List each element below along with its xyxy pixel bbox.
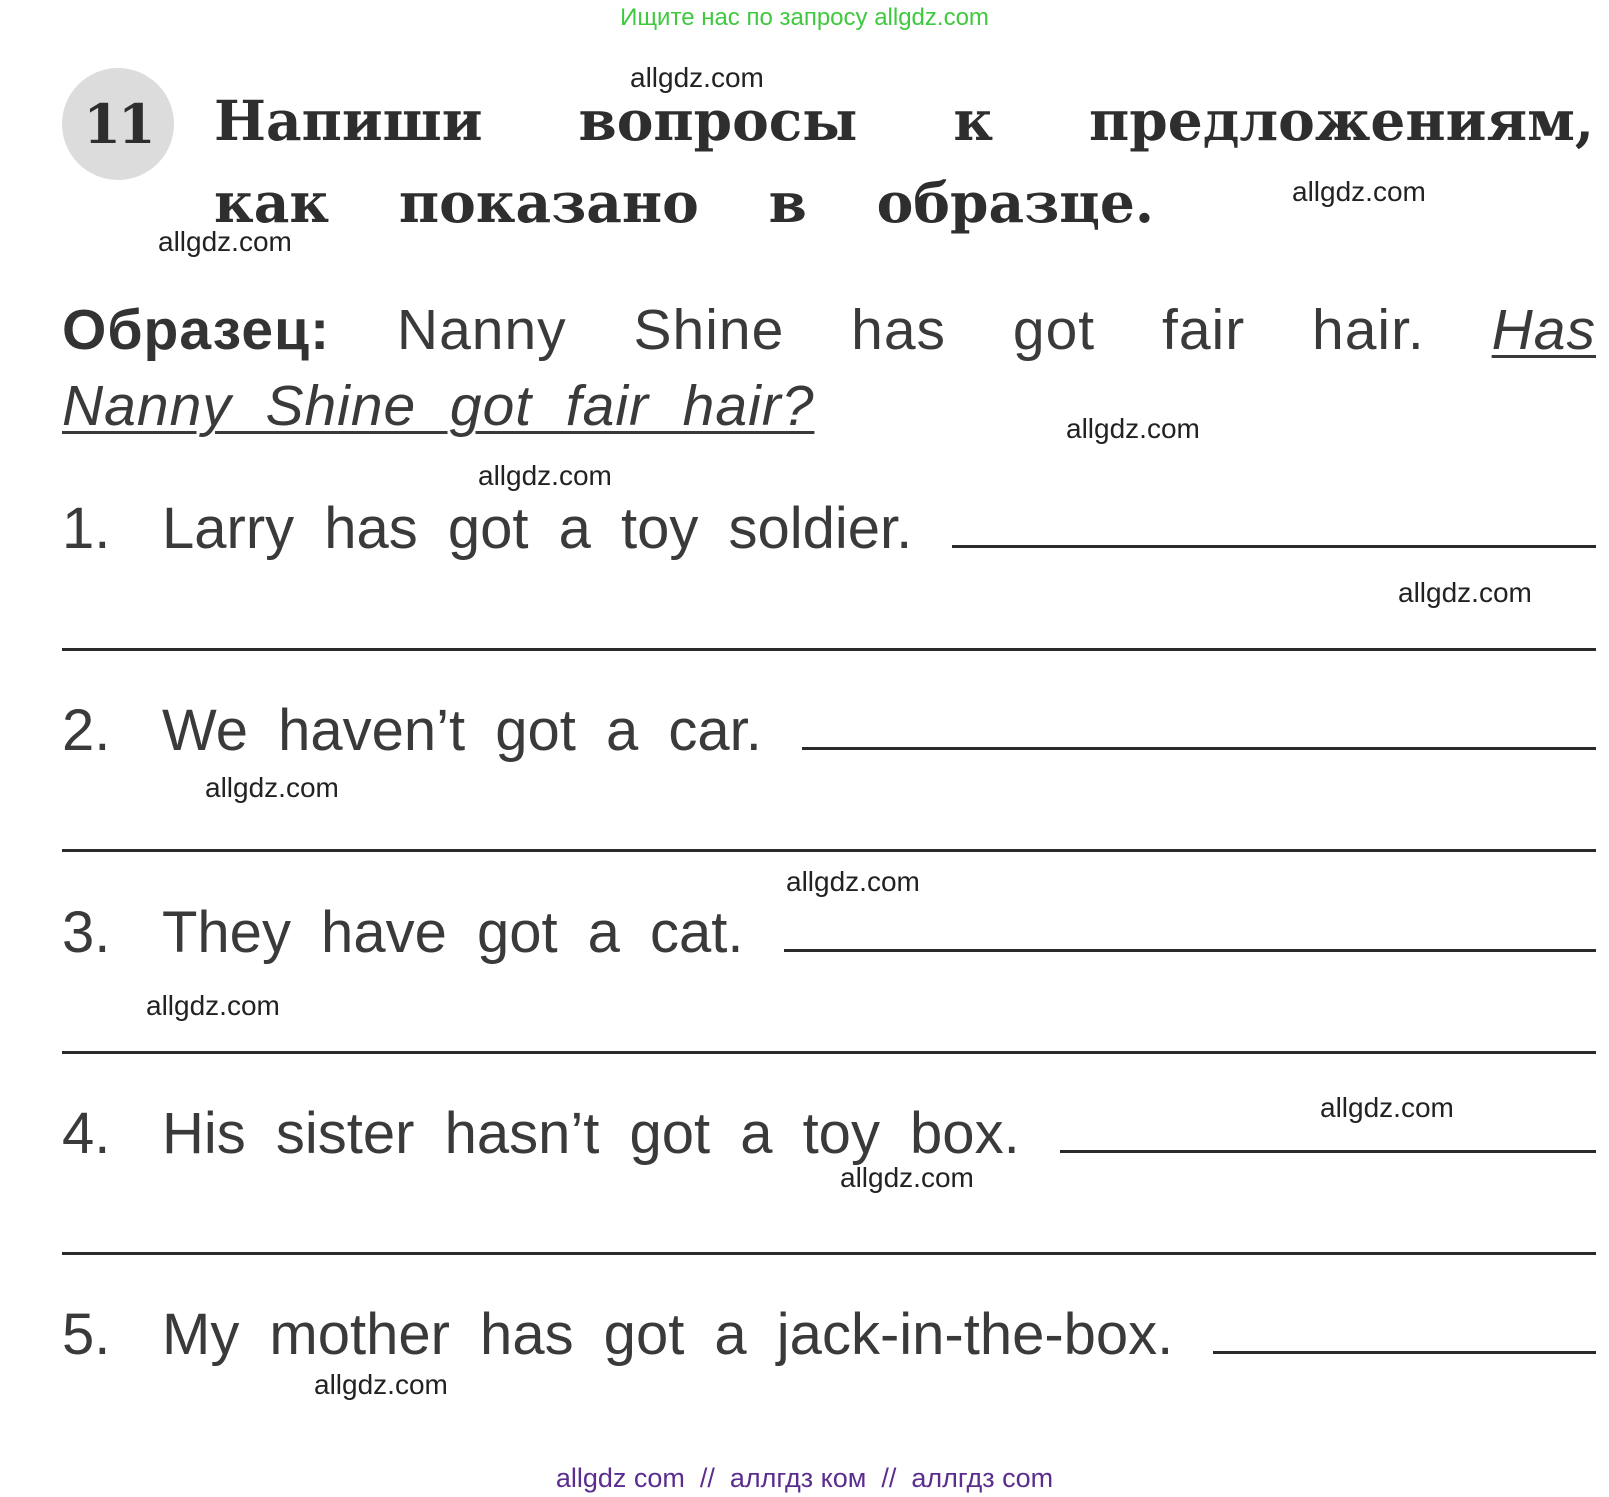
item-sentence: They have got a cat. [162, 900, 744, 965]
answer-line[interactable] [802, 747, 1596, 750]
task-word: вопросы [578, 88, 858, 153]
watermark: allgdz.com [840, 1162, 974, 1193]
watermark: allgdz.com [630, 62, 764, 93]
sample-word: has [851, 298, 947, 362]
sample-answer-start: Has [1491, 298, 1596, 362]
answer-line[interactable] [1060, 1150, 1596, 1153]
exercise-item-5 [62, 1298, 1596, 1368]
sample-word: Nanny [396, 298, 567, 362]
watermark: allgdz.com [1320, 1092, 1454, 1123]
sample-word: fair [1162, 298, 1246, 362]
bottom-banner: allgdz com // аллгдз ком // аллгдз com [555, 1463, 1054, 1493]
exercise-item-3 [62, 896, 1596, 966]
watermark: allgdz.com [158, 226, 292, 257]
item-sentence: Larry has got a toy soldier. [162, 496, 913, 561]
answer-line[interactable] [784, 949, 1596, 952]
exercise-item-2 [62, 694, 1596, 764]
watermark: allgdz.com [1066, 413, 1200, 444]
task-word: образце. [876, 170, 1154, 235]
item-sentence: My mother has got a jack-in-the-box. [162, 1302, 1174, 1367]
sample-word: Shine [633, 298, 785, 362]
answer-line[interactable] [62, 648, 1596, 651]
task-word: в [768, 170, 807, 235]
item-number: 2. [62, 698, 111, 763]
answer-line[interactable] [62, 1051, 1596, 1054]
answer-line[interactable] [952, 545, 1596, 548]
sample-label: Образец: [62, 298, 331, 362]
task-word: предложениям, [1089, 88, 1594, 153]
watermark: allgdz.com [314, 1369, 448, 1400]
answer-line[interactable] [62, 1252, 1596, 1255]
answer-line[interactable] [1213, 1351, 1596, 1354]
task-word: к [953, 88, 994, 153]
top-banner: Ищите нас по запросу allgdz.com [620, 4, 989, 31]
item-number: 3. [62, 900, 111, 965]
sample-word: got [1012, 298, 1096, 362]
exercise-item-1 [62, 492, 1596, 562]
task-instruction-line-2 [214, 170, 1154, 235]
task-word: как [214, 170, 330, 235]
watermark: allgdz.com [1292, 176, 1426, 207]
task-word: Напиши [214, 88, 483, 153]
item-number: 1. [62, 496, 111, 561]
sample-answer-rest: Nanny Shine got fair hair? [62, 374, 815, 438]
item-sentence: We haven’t got a car. [162, 698, 762, 763]
item-number: 4. [62, 1101, 111, 1166]
answer-line[interactable] [62, 849, 1596, 852]
watermark: allgdz.com [478, 460, 612, 491]
item-sentence: His sister hasn’t got a toy box. [162, 1101, 1020, 1166]
exercise-number-badge: 11 [62, 68, 174, 180]
watermark: allgdz.com [1398, 577, 1532, 608]
sample-line-1 [62, 297, 1596, 363]
item-number: 5. [62, 1302, 111, 1367]
sample-word: hair. [1312, 298, 1425, 362]
watermark: allgdz.com [146, 990, 280, 1021]
task-instruction-line-1 [214, 88, 1594, 153]
sample-line-2 [62, 373, 818, 439]
watermark: allgdz.com [205, 772, 339, 803]
task-word: показано [398, 170, 699, 235]
watermark: allgdz.com [786, 866, 920, 897]
